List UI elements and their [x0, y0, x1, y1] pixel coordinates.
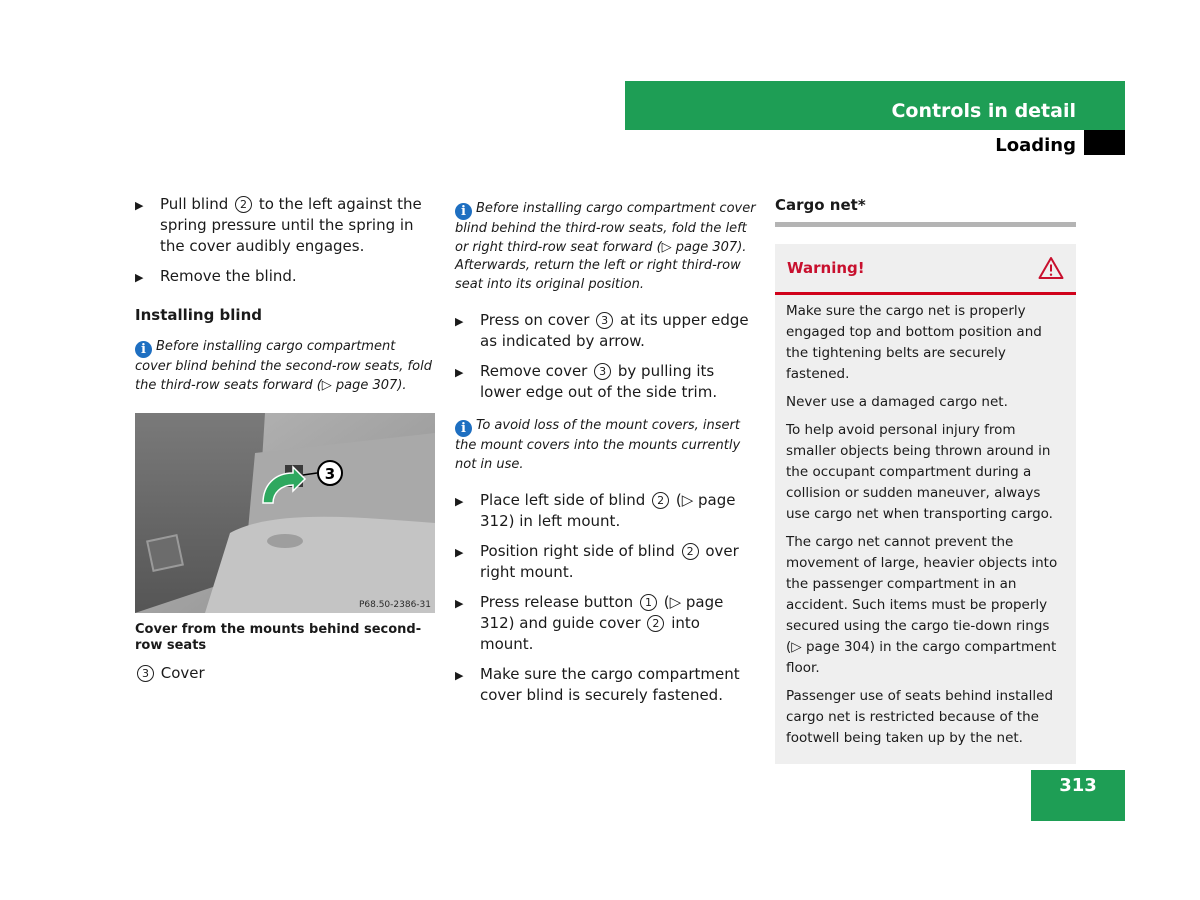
- column-middle: [455, 194, 757, 715]
- info-note: i Before installing cargo compartment cover blind behind the third-row seats, fold the left or right third-row seat forward (▷ page 307). Afterwards, return the left or right third-row seat into its original position.: [455, 201, 756, 292]
- section-subtitle: Loading: [995, 135, 1076, 156]
- warning-paragraph: Never use a damaged cargo net.: [786, 394, 1008, 410]
- instruction-step: ▶ Position right side of blind 2 over right mount.: [455, 542, 739, 581]
- bullet-arrow-icon: ▶: [455, 495, 464, 508]
- bullet-arrow-icon: ▶: [455, 546, 464, 559]
- info-icon: i: [135, 341, 152, 358]
- bullet-arrow-icon: ▶: [455, 669, 464, 682]
- cargo-net-heading: Cargo net*: [775, 196, 866, 214]
- warning-label: Warning!: [787, 259, 865, 277]
- info-note: i To avoid loss of the mount covers, insert the mount covers into the mounts currently not in use.: [455, 418, 741, 472]
- warning-header: [775, 244, 1076, 295]
- subheading-installing-blind: Installing blind: [135, 306, 262, 324]
- figure-code: P68.50-2386-31: [358, 600, 431, 610]
- warning-paragraph: The cargo net cannot prevent the movement of large, heavier objects into the passenger compartment in an accident. Such items must be properly secured using the cargo tie-down rings (▷ page 304) in the cargo compartment floor.: [786, 534, 1058, 676]
- callout-number: 3: [137, 665, 154, 682]
- bullet-arrow-icon: ▶: [455, 597, 464, 610]
- callout-number: 1: [640, 594, 657, 611]
- latch: [147, 535, 183, 571]
- heading-rule: [775, 222, 1076, 227]
- section-title: Controls in detail: [891, 100, 1076, 122]
- figure-caption: Cover from the mounts behind second-row seats: [135, 622, 422, 653]
- page-number: 313: [1031, 770, 1125, 821]
- callout-number: 2: [235, 196, 252, 213]
- warning-paragraph: Passenger use of seats behind installed cargo net is restricted because of the footwell being taken up by the net.: [786, 688, 1054, 746]
- instruction-step: ▶ Remove the blind.: [135, 266, 435, 288]
- illustration-cover-mount: [135, 413, 435, 613]
- info-icon: i: [455, 420, 472, 437]
- bullet-arrow-icon: ▶: [135, 199, 144, 212]
- instruction-step: ▶ Make sure the cargo compartment cover blind is securely fastened.: [455, 665, 740, 704]
- instruction-step: ▶ Press on cover 3 at its upper edge as indicated by arrow.: [455, 311, 749, 350]
- callout-number: 3: [596, 312, 613, 329]
- column-left: [135, 194, 435, 682]
- bullet-arrow-icon: ▶: [455, 366, 464, 379]
- figure-legend: 3 Cover: [135, 664, 435, 682]
- callout-number: 2: [647, 615, 664, 632]
- callout-label: 3: [324, 465, 336, 483]
- info-icon: i: [455, 203, 472, 220]
- instruction-step: ▶ Place left side of blind 2 (▷ page 312) in left mount.: [455, 491, 736, 530]
- warning-body: [775, 295, 1076, 764]
- mount-opening: [267, 534, 303, 548]
- instruction-step: ▶ Press release button 1 (▷ page 312) and guide cover 2 into mount.: [455, 593, 724, 653]
- column-right: [775, 194, 1076, 764]
- instruction-step: ▶ Remove cover 3 by pulling its lower edge out of the side trim.: [455, 362, 718, 401]
- callout-number: 2: [682, 543, 699, 560]
- thumb-tab: [1084, 130, 1125, 155]
- warning-paragraph: Make sure the cargo net is properly engaged top and bottom position and the tightening belts are securely fastened.: [786, 303, 1042, 382]
- seat-back: [205, 517, 435, 613]
- illustration-svg: [135, 413, 435, 613]
- callout-number: 3: [594, 363, 611, 380]
- callout-number: 2: [652, 492, 669, 509]
- warning-paragraph: To help avoid personal injury from smaller objects being thrown around in the occupant compartment during a collision or sudden maneuver, always use cargo net when transporting cargo.: [786, 422, 1053, 522]
- bullet-arrow-icon: ▶: [135, 271, 144, 284]
- info-note: i Before installing cargo compartment cover blind behind the second-row seats, fold the third-row seats forward (▷ page 307).: [135, 339, 432, 393]
- warning-triangle-icon: [1038, 256, 1064, 280]
- warning-box: [775, 244, 1076, 764]
- instruction-step: ▶ Pull blind 2 to the left against the spring pressure until the spring in the cover audibly engages.: [135, 195, 422, 255]
- bullet-arrow-icon: ▶: [455, 315, 464, 328]
